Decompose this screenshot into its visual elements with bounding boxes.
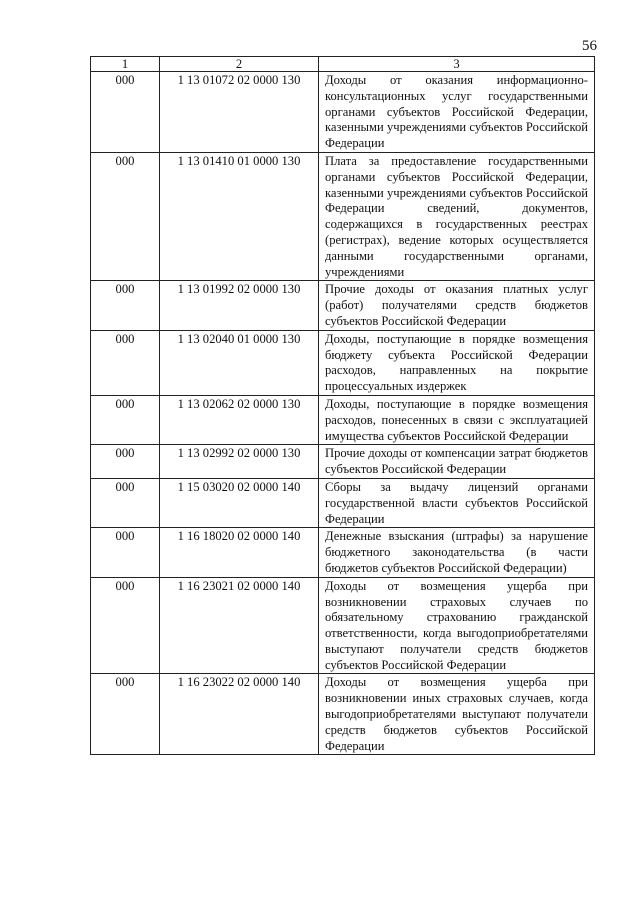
budget-code-cell: 1 13 02992 02 0000 130 bbox=[160, 445, 319, 479]
description-cell: Доходы от оказания информационно-консультационных услуг государственными органами субъектов Российской Федерации, казенными учреждениями субъектов Российской Федерации bbox=[319, 72, 595, 153]
admin-code-cell: 000 bbox=[91, 330, 160, 395]
budget-code-cell: 1 13 02062 02 0000 130 bbox=[160, 395, 319, 444]
admin-code-cell: 000 bbox=[91, 281, 160, 330]
description-cell: Сборы за выдачу лицензий органами государственной власти субъектов Российской Федерации bbox=[319, 478, 595, 527]
budget-code-cell: 1 16 23022 02 0000 140 bbox=[160, 674, 319, 755]
admin-code-cell: 000 bbox=[91, 152, 160, 280]
description-cell: Плата за предоставление государственными органами субъектов Российской Федерации, казенными учреждениями субъектов Российской Федерации сведений, документов, содержащихся в государственных реестрах (регистрах), ведение которых осуществляется данными государственными органами, учреждениями bbox=[319, 152, 595, 280]
column-header-3: 3 bbox=[319, 57, 595, 72]
header-row bbox=[91, 57, 595, 72]
table-row bbox=[91, 445, 595, 479]
column-header-1: 1 bbox=[91, 57, 160, 72]
budget-code-cell: 1 16 18020 02 0000 140 bbox=[160, 528, 319, 577]
budget-code-cell: 1 13 01410 01 0000 130 bbox=[160, 152, 319, 280]
admin-code-cell: 000 bbox=[91, 528, 160, 577]
description-cell: Доходы, поступающие в порядке возмещения расходов, понесенных в связи с эксплуатацией имущества субъектов Российской Федерации bbox=[319, 395, 595, 444]
admin-code-cell: 000 bbox=[91, 478, 160, 527]
table-row bbox=[91, 674, 595, 755]
budget-code-cell: 1 13 01992 02 0000 130 bbox=[160, 281, 319, 330]
table-row bbox=[91, 478, 595, 527]
description-cell: Доходы от возмещения ущерба при возникновении иных страховых случаев, когда выгодоприобретателями выступают получатели средств бюджетов субъектов Российской Федерации bbox=[319, 674, 595, 755]
revenue-codes-table bbox=[90, 56, 595, 755]
table-row bbox=[91, 528, 595, 577]
budget-code-cell: 1 15 03020 02 0000 140 bbox=[160, 478, 319, 527]
admin-code-cell: 000 bbox=[91, 674, 160, 755]
table-row bbox=[91, 152, 595, 280]
table-row bbox=[91, 330, 595, 395]
description-cell: Доходы, поступающие в порядке возмещения бюджету субъекта Российской Федерации расходов, направленных на покрытие процессуальных издержек bbox=[319, 330, 595, 395]
budget-code-cell: 1 13 01072 02 0000 130 bbox=[160, 72, 319, 153]
description-cell: Прочие доходы от оказания платных услуг (работ) получателями средств бюджетов субъектов Российской Федерации bbox=[319, 281, 595, 330]
description-cell: Прочие доходы от компенсации затрат бюджетов субъектов Российской Федерации bbox=[319, 445, 595, 479]
page-number: 56 bbox=[582, 38, 597, 54]
description-cell: Денежные взыскания (штрафы) за нарушение бюджетного законодательства (в части бюджетов субъектов Российской Федерации) bbox=[319, 528, 595, 577]
admin-code-cell: 000 bbox=[91, 72, 160, 153]
description-cell: Доходы от возмещения ущерба при возникновении страховых случаев по обязательному страхованию гражданской ответственности, когда выгодоприобретателями выступают получатели средств бюджетов субъектов Российской Федерации bbox=[319, 577, 595, 674]
table-row bbox=[91, 72, 595, 153]
table-row bbox=[91, 395, 595, 444]
table-row bbox=[91, 281, 595, 330]
admin-code-cell: 000 bbox=[91, 577, 160, 674]
table-row bbox=[91, 577, 595, 674]
budget-code-cell: 1 16 23021 02 0000 140 bbox=[160, 577, 319, 674]
column-header-2: 2 bbox=[160, 57, 319, 72]
budget-code-cell: 1 13 02040 01 0000 130 bbox=[160, 330, 319, 395]
admin-code-cell: 000 bbox=[91, 395, 160, 444]
admin-code-cell: 000 bbox=[91, 445, 160, 479]
